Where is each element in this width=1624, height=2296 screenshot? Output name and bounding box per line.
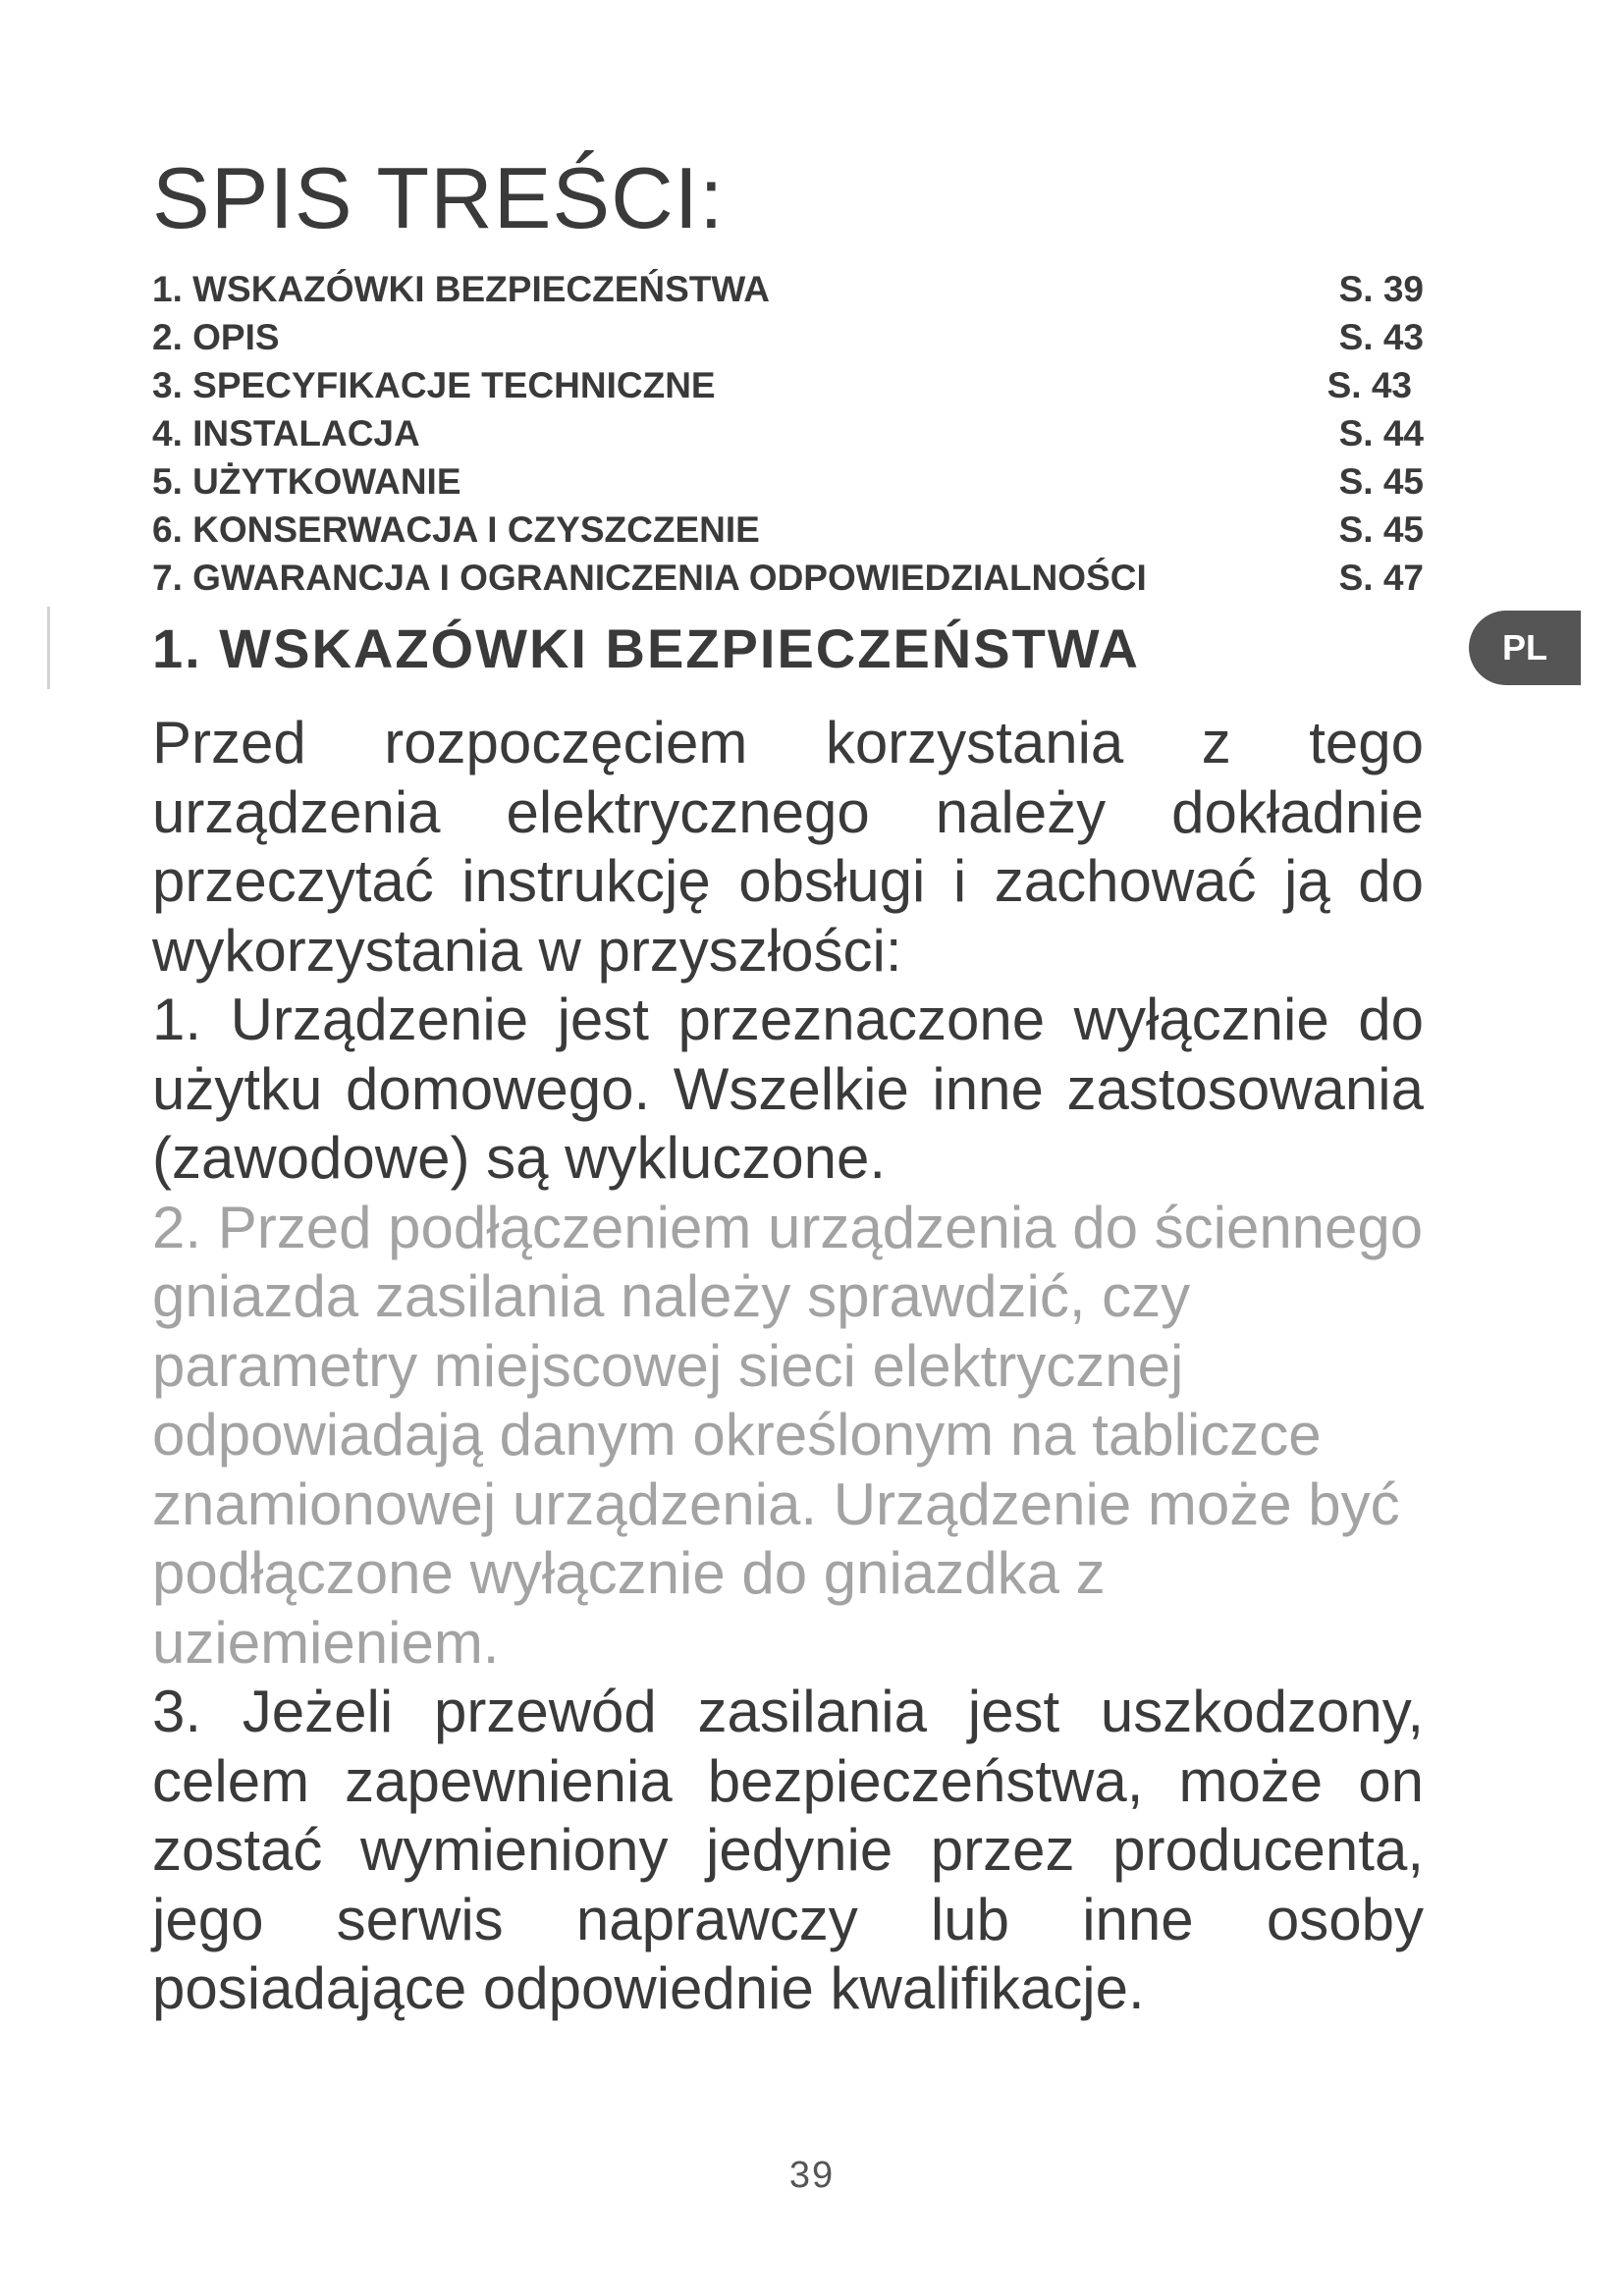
toc-item-page: S. 45 bbox=[1338, 461, 1424, 502]
toc-item-label: 6. KONSERWACJA I CZYSZCZENIE bbox=[152, 509, 760, 550]
toc-item-label: 3. SPECYFIKACJE TECHNICZNE bbox=[152, 365, 716, 405]
safety-point-1: 1. Urządzenie jest przeznaczone wyłącznie do użytku domowego. Wszelkie inne zastosowania (zawodowe) są wykluczone. bbox=[152, 987, 1424, 1191]
page-number: 39 bbox=[788, 2155, 836, 2196]
toc-item-label: 1. WSKAZÓWKI BEZPIECZEŃSTWA bbox=[152, 269, 770, 309]
section-heading: 1. WSKAZÓWKI BEZPIECZEŃSTWA bbox=[152, 617, 1140, 679]
toc-item bbox=[152, 409, 1424, 457]
safety-point-3: 3. Jeżeli przewód zasilania jest uszkodzony, celem zapewnienia bezpieczeństwa, może on zostać wymieniony jedynie przez producenta, jego serwis naprawczy lub inne osoby posiadające odpowiednie kwalifikacje. bbox=[152, 1679, 1424, 2021]
toc-item-page: S. 47 bbox=[1338, 558, 1424, 598]
section-body bbox=[152, 709, 1424, 2024]
toc-item bbox=[152, 457, 1424, 506]
margin-rule bbox=[47, 607, 50, 689]
toc-item-label: 2. OPIS bbox=[152, 317, 280, 357]
toc-item-label: 4. INSTALACJA bbox=[152, 413, 420, 454]
safety-point-2: 2. Przed podłączeniem urządzenia do ściennego gniazda zasilania należy sprawdzić, czy parametry miejscowej sieci elektrycznej odpowiadają danym określonym na tabliczce znamionowej urządzenia. Urządzenie może być podłączone wyłącznie do gniazdka z uziemieniem. bbox=[152, 1194, 1424, 1676]
table-of-contents bbox=[152, 265, 1424, 602]
toc-item-page: S. 43 bbox=[1338, 317, 1424, 357]
intro-paragraph: Przed rozpoczęciem korzystania z tego urządzenia elektrycznego należy dokładnie przeczytać instrukcję obsługi i zachować ją do wykorzystania w przyszłości: bbox=[152, 710, 1424, 984]
toc-item-page: S. 39 bbox=[1338, 269, 1424, 309]
toc-item-page: S. 44 bbox=[1338, 413, 1424, 454]
toc-item-label: 7. GWARANCJA I OGRANICZENIA ODPOWIEDZIALNOŚCI bbox=[152, 558, 1147, 598]
toc-title: SPIS TREŚCI: bbox=[152, 149, 725, 246]
toc-item bbox=[152, 313, 1424, 361]
toc-item bbox=[152, 361, 1424, 409]
toc-item bbox=[152, 265, 1424, 313]
toc-item bbox=[152, 554, 1424, 602]
toc-item-page: S. 45 bbox=[1338, 509, 1424, 550]
toc-item-label: 5. UŻYTKOWANIE bbox=[152, 461, 461, 502]
toc-item-page: S. 43 bbox=[1326, 365, 1412, 405]
toc-item bbox=[152, 506, 1424, 554]
language-tab: PL bbox=[1469, 611, 1581, 685]
